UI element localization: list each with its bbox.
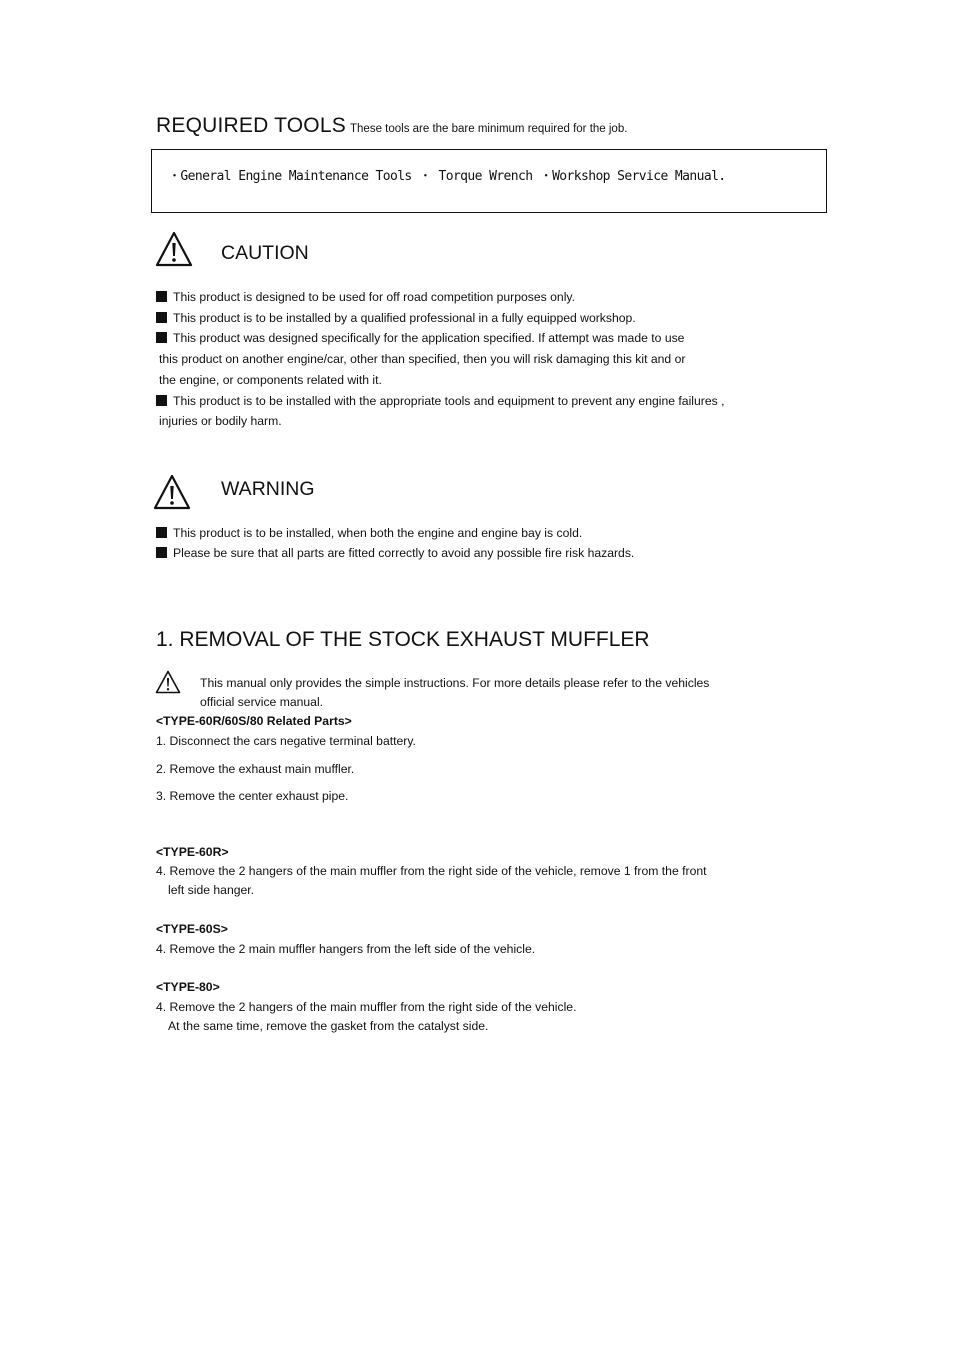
step-item: 4. Remove the 2 hangers of the main muffler from the right side of the vehicle. [156,1000,577,1014]
bullet-square-icon [156,395,167,406]
caution-warning-icon [155,231,193,267]
required-tools-title: REQUIRED TOOLS [156,114,346,137]
bullet-square-icon [156,527,167,538]
required-tools-subtitle: These tools are the bare minimum required for the job. [350,123,628,135]
type-60r-heading: <TYPE-60R> [156,845,229,859]
note-text-line: This manual only provides the simple instructions. For more details please refer to the vehicles [200,676,710,690]
tools-list: ・General Engine Maintenance Tools ・ Torque Wrench ・Workshop Service Manual. [168,169,726,184]
step-item: 1. Disconnect the cars negative terminal battery. [156,734,416,748]
bullet-square-icon [156,547,167,558]
type-60s-heading: <TYPE-60S> [156,922,228,936]
warning-item: Please be sure that all parts are fitted correctly to avoid any possible fire risk hazards. [156,545,634,561]
step-item: 4. Remove the 2 main muffler hangers from the left side of the vehicle. [156,942,536,956]
caution-item: This product is to be installed by a qualified professional in a fully equipped workshop. [156,310,636,326]
caution-item: This product is to be installed with the appropriate tools and equipment to prevent any engine failures , [156,393,724,409]
step-item-continued: At the same time, remove the gasket from the catalyst side. [168,1019,489,1033]
note-text-line: official service manual. [200,695,324,709]
caution-heading: CAUTION [221,242,309,264]
warning-heading: WARNING [221,478,315,500]
step-item: 4. Remove the 2 hangers of the main muffler from the right side of the vehicle, remove 1 from the front [156,864,707,878]
step-item: 3. Remove the center exhaust pipe. [156,789,349,803]
warning-item: This product is to be installed, when both the engine and engine bay is cold. [156,525,582,541]
type-80-heading: <TYPE-80> [156,980,220,994]
note-warning-icon [155,670,181,694]
caution-item-continued: this product on another engine/car, other than specified, then you will risk damaging this kit and or [159,352,686,366]
related-parts-heading: <TYPE-60R/60S/80 Related Parts> [156,714,352,728]
caution-item-continued: injuries or bodily harm. [159,414,282,428]
caution-item: This product was designed specifically for the application specified. If attempt was made to use [156,330,684,346]
warning-triangle-icon [153,474,191,510]
removal-section-heading: 1. REMOVAL OF THE STOCK EXHAUST MUFFLER [156,628,650,651]
bullet-square-icon [156,291,167,302]
bullet-square-icon [156,332,167,343]
step-item: 2. Remove the exhaust main muffler. [156,762,355,776]
caution-item-continued: the engine, or components related with it. [159,373,382,387]
step-item-continued: left side hanger. [168,883,255,897]
caution-item: This product is designed to be used for off road competition purposes only. [156,289,575,305]
bullet-square-icon [156,312,167,323]
tools-box [151,149,827,213]
